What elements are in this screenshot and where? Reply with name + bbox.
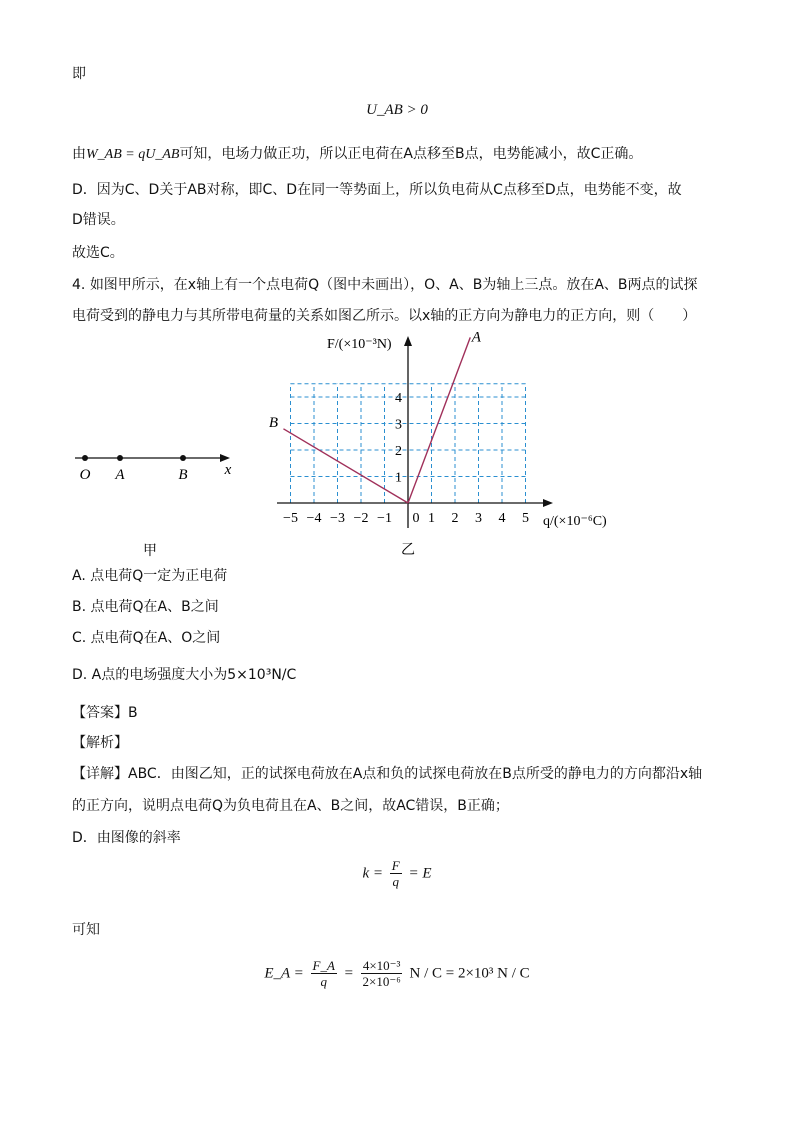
series-label-a: A <box>471 329 481 346</box>
formula-k-fraction <box>390 858 402 890</box>
formula-k-right: = E <box>408 865 432 882</box>
intro-word: 即 <box>72 66 86 82</box>
formula-ea-left: E_A = <box>264 965 304 982</box>
question-text-1: 如图甲所示，在x轴上有一个点电荷Q（图中未画出），O、A、B为轴上三点。放在A、B两点的试探 <box>89 277 698 293</box>
x-tick-label: −1 <box>377 511 392 526</box>
option-c: C. 点电荷Q在A、O之间 <box>72 630 221 646</box>
x-tick-label: 3 <box>475 511 482 526</box>
y-tick-label: 1 <box>395 470 402 486</box>
option-a: A. 点电荷Q一定为正电荷 <box>72 568 228 584</box>
equals-sign: = <box>343 965 354 982</box>
line-w <box>72 144 642 165</box>
line-w-rest: 可知，电场力做正功，所以正电荷在A点移至B点，电势能减小，故C正确。 <box>179 146 643 162</box>
formula-ea-den-2: 2×10⁻⁶ <box>362 974 401 989</box>
x-tick-label: 4 <box>498 511 506 526</box>
x-tick-label: 1 <box>428 511 435 526</box>
point-o-dot <box>82 455 88 461</box>
x-tick-label: −3 <box>330 511 345 526</box>
figure-yi-caption: 乙 <box>401 542 415 558</box>
detail-line-3: D．由图像的斜率 <box>72 830 181 846</box>
formula-k-left: k = <box>362 865 384 882</box>
point-a-label: A <box>115 467 125 483</box>
question-number: 4. <box>72 277 86 293</box>
question-line-2: 电荷受到的静电力与其所带电荷量的关系如图乙所示。以x轴的正方向为静电力的正方向，则（ ） <box>72 308 697 324</box>
detail-line-1: 【详解】ABC．由图乙知，正的试探电荷放在A点和负的试探电荷放在B点所受的静电力的方向都沿x轴 <box>72 766 703 782</box>
x-axis-label: x <box>224 462 232 478</box>
point-a-dot <box>117 455 123 461</box>
x-tick-label: 0 <box>412 511 420 526</box>
y-tick-label: 4 <box>395 391 402 406</box>
figure-yi-chart <box>255 328 625 560</box>
formula-ea-den-1: q <box>320 974 327 989</box>
x-tick-label: −4 <box>306 511 322 526</box>
formula-ea <box>0 958 794 990</box>
point-b-dot <box>180 455 186 461</box>
point-o-label: O <box>79 467 91 483</box>
point-b-label: B <box>178 467 188 483</box>
x-axis-arrow <box>220 454 230 462</box>
series-line-a <box>408 337 470 503</box>
answer-tag: 【答案】 <box>72 705 128 721</box>
answer-line <box>72 703 138 723</box>
chart-y-axis-label: F/(×10⁻³N) <box>327 337 392 352</box>
y-tick-label: 3 <box>395 417 402 433</box>
x-tick-label: 2 <box>451 511 459 526</box>
formula-ea-right: N / C = 2×10³ N / C <box>409 965 530 982</box>
formula-k-denominator: q <box>392 874 399 889</box>
x-tick-label: −2 <box>353 511 369 526</box>
option-d: D. A点的电场强度大小为5×10³N/C <box>72 667 297 683</box>
line-d1: D．因为C、D关于AB对称，即C、D在同一等势面上，所以负电荷从C点移至D点，电势能不变，故 <box>72 182 682 198</box>
detail-line-2: 的正方向，说明点电荷Q为负电荷且在A、B之间，故AC错误，B正确； <box>72 798 509 814</box>
answer-value: B <box>128 705 138 721</box>
x-tick-label: −5 <box>283 511 298 526</box>
chart-x-axis-label: q/(×10⁻⁶C) <box>543 514 607 529</box>
series-label-b: B <box>268 414 279 431</box>
line-w-prefix: 由 <box>72 146 86 162</box>
formula-ea-fraction-2 <box>361 958 403 990</box>
formula-uab <box>0 102 794 119</box>
y-tick-label: 2 <box>395 444 402 459</box>
x-tick-label: 5 <box>522 511 529 526</box>
line-choice: 故选C。 <box>72 245 124 261</box>
line-w-formula: W_AB = qU_AB <box>86 147 180 162</box>
chart-x-axis-arrow <box>543 499 553 507</box>
line-d2: D错误。 <box>72 212 125 228</box>
formula-ea-fraction-1 <box>311 958 337 990</box>
chart-y-axis-arrow <box>404 336 412 346</box>
series-line-b <box>283 429 408 503</box>
formula-ea-num-1: F_A <box>312 958 335 973</box>
formula-ea-num-2: 4×10⁻³ <box>362 958 401 973</box>
formula-uab-text: U_AB > 0 <box>366 102 428 118</box>
question-line-1 <box>72 275 698 295</box>
figure-jia-caption: 甲 <box>143 543 157 559</box>
formula-k <box>0 858 794 890</box>
option-b: B. 点电荷Q在A、B之间 <box>72 599 219 615</box>
kezhi: 可知 <box>72 922 100 938</box>
formula-k-numerator: F <box>391 858 400 873</box>
analysis-tag: 【解析】 <box>72 735 128 751</box>
figure-jia <box>70 440 250 560</box>
